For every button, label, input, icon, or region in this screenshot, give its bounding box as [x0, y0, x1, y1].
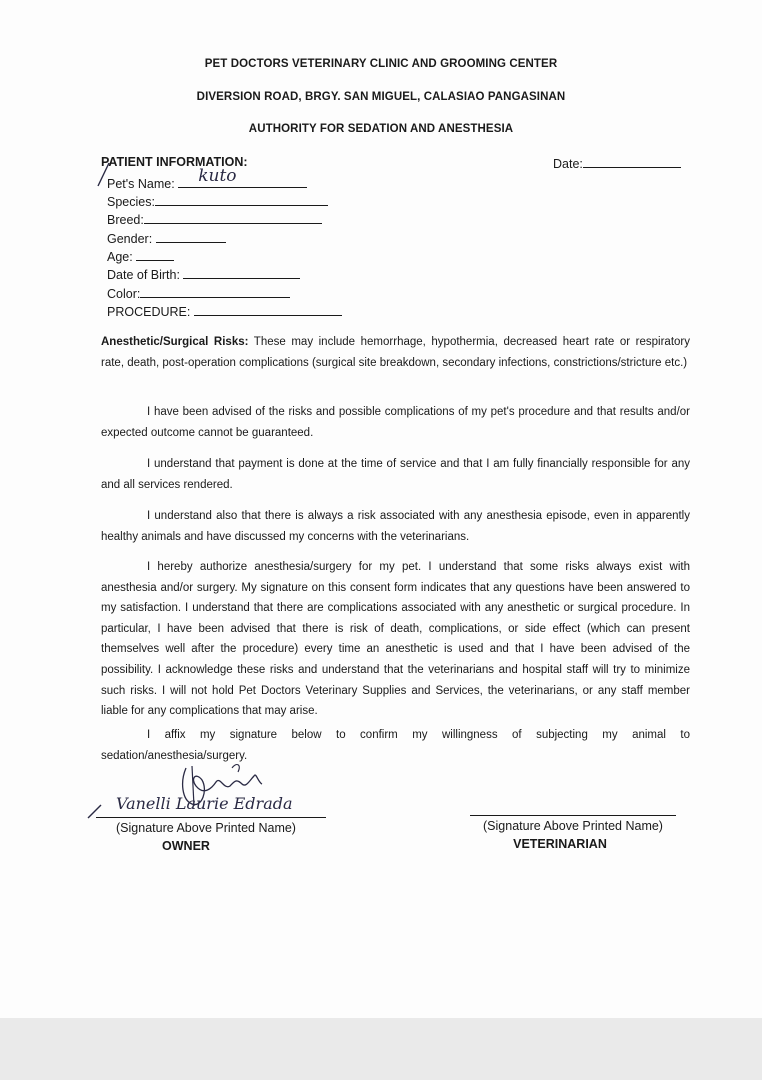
- dob-line[interactable]: [183, 266, 300, 279]
- procedure-label: PROCEDURE:: [107, 305, 191, 319]
- patient-info-label: PATIENT INFORMATION:: [101, 155, 248, 169]
- risks-text: These may include hemorrhage, hypothermia, decreased heart rate or respiratory rate, death, post-operation complications (surgical site breakdown, secondary infections, constrictions/stricture etc.): [101, 336, 690, 369]
- form-title: AUTHORITY FOR SEDATION AND ANESTHESIA: [248, 123, 514, 135]
- procedure-line[interactable]: [194, 303, 342, 316]
- vet-signature-line[interactable]: [470, 815, 676, 816]
- dob-label: Date of Birth:: [107, 268, 180, 282]
- scan-margin: [0, 1018, 762, 1080]
- dob-field[interactable]: [107, 266, 300, 282]
- breed-line[interactable]: [144, 211, 322, 224]
- owner-signature-caption: (Signature Above Printed Name): [116, 821, 296, 835]
- pet-name-line[interactable]: [178, 166, 307, 188]
- risks-paragraph: [101, 332, 690, 373]
- color-line[interactable]: [140, 285, 290, 298]
- color-label: Color:: [107, 287, 141, 301]
- date-label: Date:: [553, 157, 583, 171]
- date-line[interactable]: [583, 155, 681, 168]
- risk-awareness-paragraph: I understand also that there is always a risk associated with any anesthesia episode, even in apparently healthy animals and have discussed my concerns with the veterinarians.: [101, 510, 690, 543]
- owner-signature-line[interactable]: [96, 817, 326, 818]
- risks-label: Anesthetic/Surgical Risks:: [101, 336, 249, 348]
- procedure-field[interactable]: [107, 303, 342, 319]
- species-line[interactable]: [155, 193, 328, 206]
- vet-signature-caption: (Signature Above Printed Name): [483, 819, 663, 833]
- owner-printed-name: Vanelli Laurie Edrada: [116, 794, 293, 813]
- clinic-name: PET DOCTORS VETERINARY CLINIC AND GROOMING CENTER: [204, 58, 558, 70]
- species-label: Species:: [107, 195, 155, 209]
- gender-line[interactable]: [156, 230, 226, 243]
- species-field[interactable]: [107, 193, 328, 209]
- payment-paragraph: I understand that payment is done at the time of service and that I am fully financially responsible for any and all services rendered.: [101, 458, 690, 491]
- date-field[interactable]: [553, 155, 681, 171]
- clinic-address: DIVERSION ROAD, BRGY. SAN MIGUEL, CALASIAO PANGASINAN: [196, 91, 566, 103]
- pet-name-field[interactable]: [107, 166, 307, 191]
- gender-field[interactable]: [107, 230, 226, 246]
- vet-role-label: VETERINARIAN: [513, 837, 607, 851]
- breed-label: Breed:: [107, 213, 144, 227]
- authorization-paragraph: I hereby authorize anesthesia/surgery for my pet. I understand that some risks always exist with anesthesia and/or surgery. My signature on this consent form indicates that any questions have been answered to my satisfaction. I understand that there are complications associated with any anesthetic or surgical procedure. In particular, I have been advised that there is risk of death, complications, or side effect (which can present themselves well after the procedure) every time an anesthetic is used and that I have been advised of the possibility. I acknowledge these risks and understand that the veterinarians and hospital staff will try to minimize such risks. I will not hold Pet Doctors Veterinary Supplies and Services, the veterinarians, or any staff member liable for any complications that may arise.: [101, 561, 690, 718]
- breed-field[interactable]: [107, 211, 322, 227]
- pet-name-value: kuto: [198, 166, 237, 186]
- age-field[interactable]: [107, 248, 174, 264]
- affirmation-paragraph: I affix my signature below to confirm my willingness of subjecting my animal to sedation/anesthesia/surgery.: [101, 729, 690, 762]
- owner-role-label: OWNER: [162, 839, 210, 853]
- pet-name-label: Pet's Name:: [107, 177, 175, 191]
- advised-paragraph: I have been advised of the risks and possible complications of my pet's procedure and that results and/or expected outcome cannot be guaranteed.: [101, 406, 690, 439]
- color-field[interactable]: [107, 285, 290, 301]
- age-line[interactable]: [136, 248, 174, 261]
- age-label: Age:: [107, 250, 133, 264]
- gender-label: Gender:: [107, 232, 153, 246]
